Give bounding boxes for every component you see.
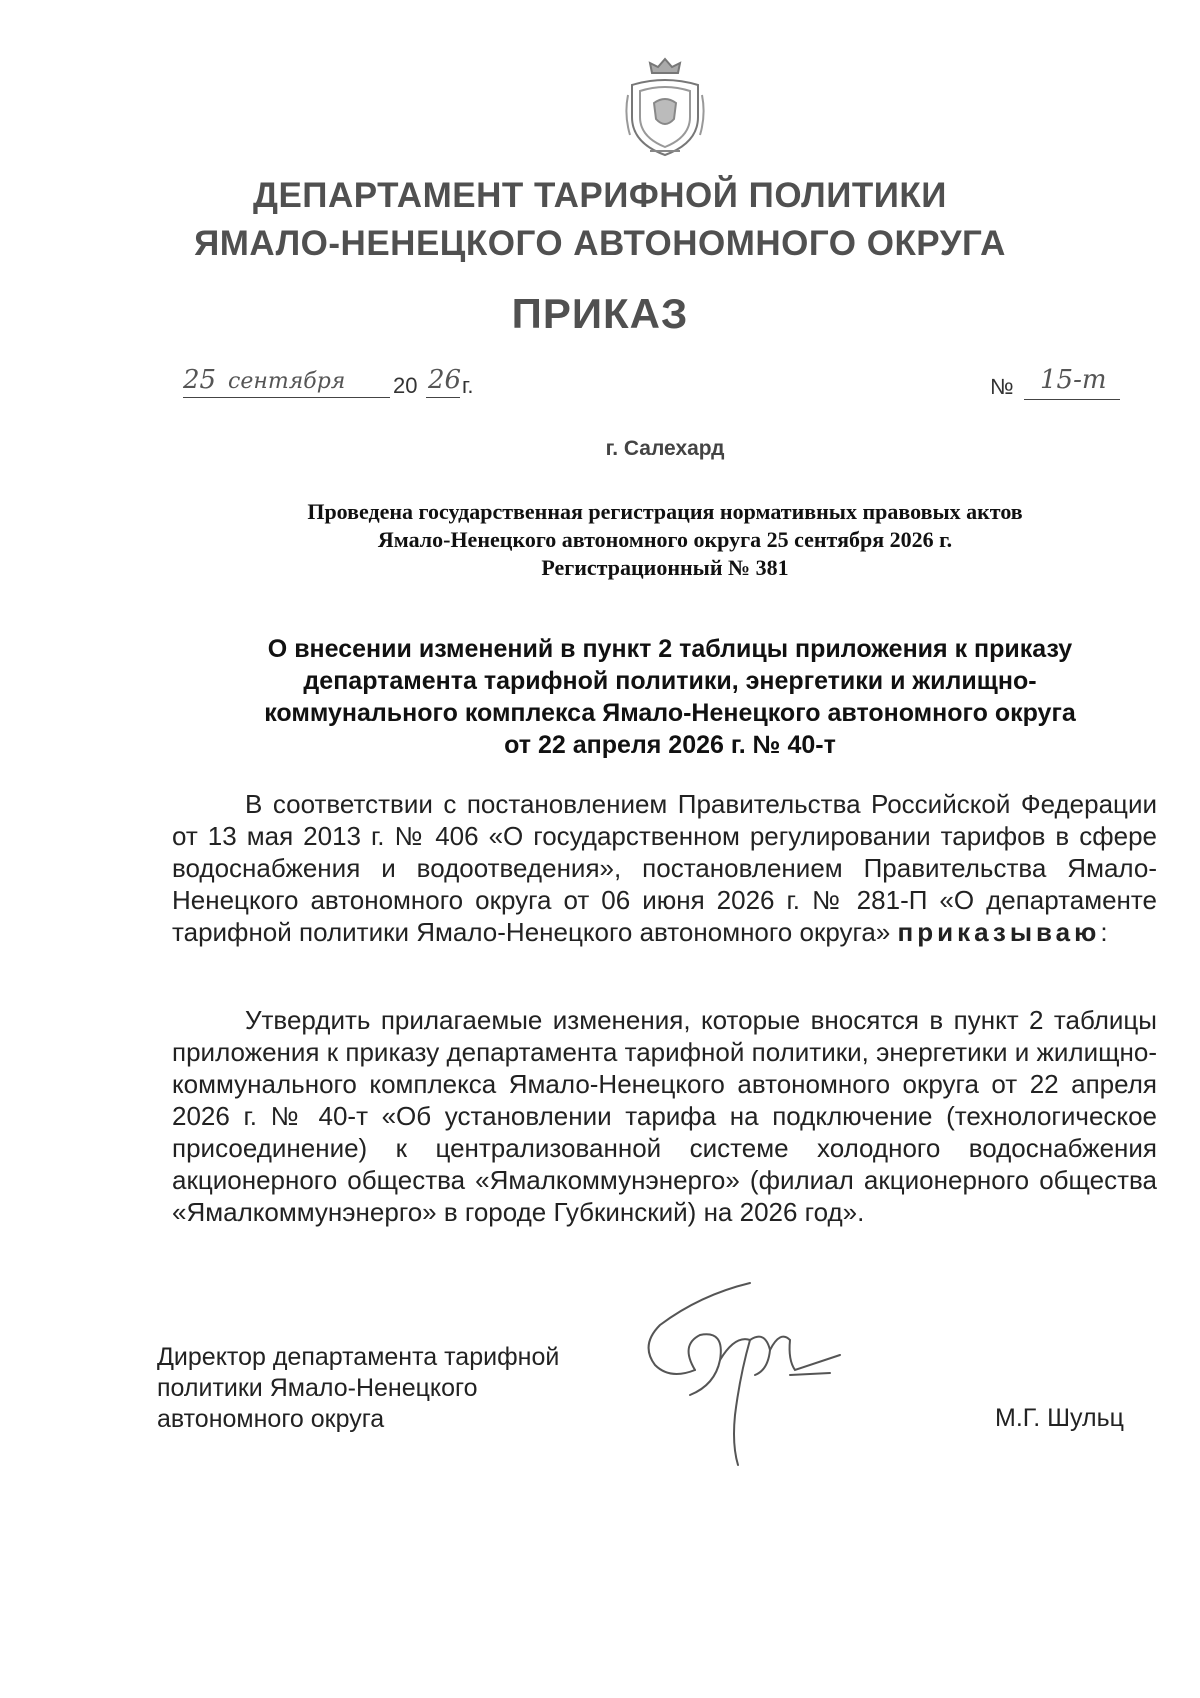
title-line2: департамента тарифной политики, энергетики и жилищно- <box>303 667 1037 695</box>
coat-of-arms-emblem <box>620 55 710 160</box>
date-underline <box>183 397 390 398</box>
preamble-paragraph <box>172 788 1157 948</box>
handwritten-signature <box>640 1275 870 1475</box>
order-keyword: приказываю <box>897 917 1101 947</box>
number-underline <box>1024 399 1120 400</box>
registration-line1: Проведена государственная регистрация нормативных правовых актов <box>307 499 1023 524</box>
order-title <box>175 633 1165 761</box>
department-name-line2: ЯМАЛО-НЕНЕЦКОГО АВТОНОМНОГО ОКРУГА <box>194 224 1006 263</box>
department-name-line1: ДЕПАРТАМЕНТ ТАРИФНОЙ ПОЛИТИКИ <box>253 176 947 215</box>
department-name <box>0 172 1200 268</box>
preamble-end: : <box>1100 917 1108 947</box>
city: г. Салехард <box>605 437 725 460</box>
signer-position-line1: Директор департамента тарифной <box>157 1343 560 1371</box>
signer-name: М.Г. Шульц <box>995 1404 1124 1432</box>
title-line4: от 22 апреля 2026 г. № 40-т <box>504 731 836 759</box>
order-date <box>183 365 503 405</box>
number-value: 15-т <box>1040 365 1107 395</box>
date-year-underline <box>426 397 460 398</box>
title-line1: О внесении изменений в пункт 2 таблицы приложения к приказу <box>267 635 1073 663</box>
date-month: сентября <box>228 369 346 394</box>
preamble-text: В соответствии с постановлением Правительства Российской Федерации от 13 мая 2013 г. № 406 «О государственном регулировании тарифов в сфере водоснабжения и водоотведения», постановлением Правительства Ямало-Ненецкого автономного округа от 06 июня 2026 г. № 281-П «О департаменте тарифной политики Ямало-Ненецкого автономного округа» <box>172 789 1157 947</box>
signer-position-line3: автономного округа <box>157 1405 385 1433</box>
document-type: ПРИКАЗ <box>511 290 689 337</box>
order-number <box>990 365 1120 405</box>
date-year-prefix: 20 <box>393 373 418 398</box>
registration-note <box>0 498 1200 582</box>
date-year-suffix: 26 <box>428 365 462 395</box>
operative-paragraph: Утвердить прилагаемые изменения, которые вносятся в пункт 2 таблицы приложения к приказу департамента тарифной политики, энергетики и жилищно-коммунального комплекса Ямало-Ненецкого автономного округа от 22 апреля 2026 г. № 40-т «Об установлении тарифа на подключение (технологическое присоединение) к централизованной системе холодного водоснабжения акционерного общества «Ямалкоммунэнерго» (филиал акционерного общества «Ямалкоммунэнерго» в городе Губкинский) на 2026 год». <box>172 1005 1157 1227</box>
registration-line2: Ямало-Ненецкого автономного округа 25 сентября 2026 г. <box>377 527 953 552</box>
title-line3: коммунального комплекса Ямало-Ненецкого автономного округа <box>264 699 1076 727</box>
date-day: 25 <box>183 365 217 395</box>
date-suffix: г. <box>462 373 474 398</box>
registration-line3: Регистрационный № 381 <box>541 555 789 580</box>
signer-position <box>157 1342 637 1435</box>
signer-position-line2: политики Ямало-Ненецкого <box>157 1374 478 1402</box>
number-label: № <box>990 374 1014 399</box>
